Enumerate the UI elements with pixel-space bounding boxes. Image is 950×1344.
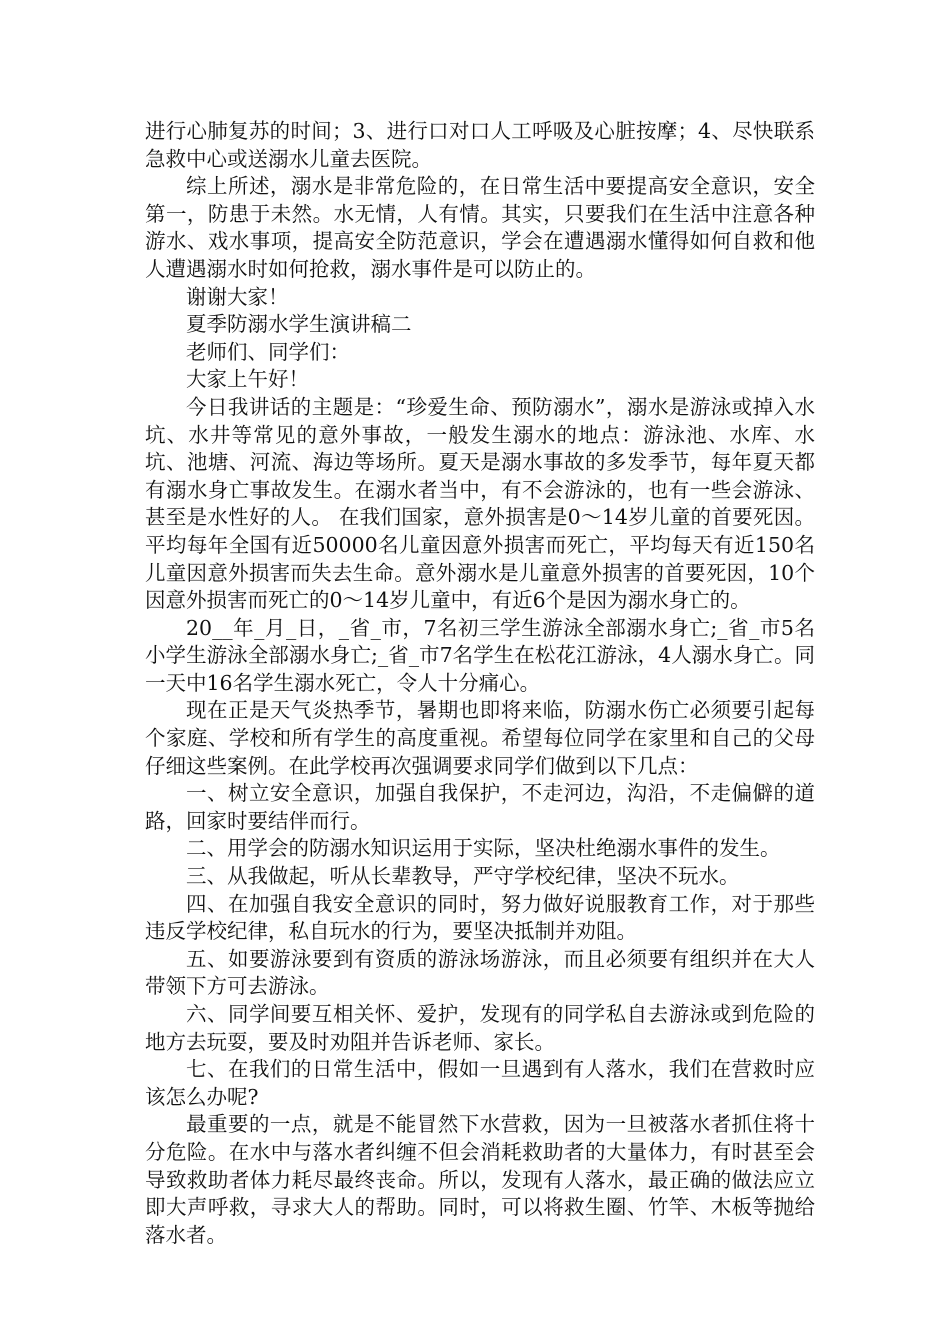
list-item-seven: 七、在我们的日常生活中，假如一旦遇到有人落水，我们在营救时应该怎么办呢?	[145, 1057, 815, 1109]
document-page	[145, 118, 815, 1249]
paragraph-summary: 综上所述，溺水是非常危险的，在日常生活中要提高安全意识，安全第一，防患于未然。水无情，人有情。其实，只要我们在生活中注意各种游水、戏水事项，提高安全防范意识，学会在遭遇溺水懂得如何自救和他人遭遇溺水时如何抢救，溺水事件是可以防止的。	[145, 174, 815, 281]
paragraph-greeting-audience: 老师们、同学们：	[186, 339, 350, 364]
paragraph-cpr-steps: 进行心肺复苏的时间；3、进行口对口人工呼吸及心脏按摩；4、尽快联系急救中心或送溺水儿童去医院。	[145, 119, 815, 171]
paragraph-greeting-morning: 大家上午好！	[186, 367, 309, 392]
list-item-six: 六、同学间要互相关怀、爱护，发现有的同学私自去游泳或到危险的地方去玩耍，要及时劝阻并告诉老师、家长。	[145, 1002, 815, 1054]
list-item-three: 三、从我做起，听从长辈教导，严守学校纪律，坚决不玩水。	[186, 864, 740, 889]
paragraph-rescue-advice: 最重要的一点，就是不能冒然下水营救，因为一旦被落水者抓住将十分危险。在水中与落水者纠缠不但会消耗救助者的大量体力，有时甚至会导致救助者体力耗尽最终丧命。所以，发现有人落水，最正确的做法应立即大声呼救，寻求大人的帮助。同时，可以将救生圈、竹竿、木板等抛给落水者。	[145, 1112, 815, 1247]
paragraph-summer-warning: 现在正是天气炎热季节，暑期也即将来临，防溺水伤亡必须要引起每个家庭、学校和所有学生的高度重视。希望每位同学在家里和自己的父母仔细这些案例。在此学校再次强调要求同学们做到以下几点：	[145, 698, 815, 778]
list-item-two: 二、用学会的防溺水知识运用于实际，坚决杜绝溺水事件的发生。	[186, 836, 781, 861]
list-item-five: 五、如要游泳要到有资质的游泳场游泳，而且必须要有组织并在大人带领下方可去游泳。	[145, 946, 815, 999]
paragraph-incidents: 20__年_月_日，_省_市，7名初三学生游泳全部溺水身亡;_省_市5名小学生游泳全部溺水身亡;_省_市7名学生在松花江游泳，4人溺水身亡。同一天中16名学生溺水死亡，令人十分痛心。	[145, 615, 815, 695]
paragraph-theme: 今日我讲话的主题是：“珍爱生命、预防溺水”，溺水是游泳或掉入水坑、水井等常见的意外事故，一般发生溺水的地点：游泳池、水库、水坑、池塘、河流、海边等场所。夏天是溺水事故的多发季节，每年夏天都有溺水身亡事故发生。在溺水者当中，有不会游泳的，也有一些会游泳、甚至是水性好的人。 在我们国家，意外损害是0～14岁儿童的首要死因。平均每年全国有近50000名儿童因意外损害而死亡，平均每天有近150名儿童因意外损害而失去生命。意外溺水是儿童意外损害的首要死因，10个因意外损害而死亡的0～14岁儿童中，有近6个是因为溺水身亡的。	[145, 394, 815, 613]
speech-two-title: 夏季防溺水学生演讲稿二	[186, 312, 412, 337]
paragraph-thanks: 谢谢大家！	[186, 284, 289, 309]
list-item-one: 一、树立安全意识，加强自我保护，不走河边，沟沿，不走偏僻的道路，回家时要结伴而行。	[145, 781, 815, 833]
list-item-four: 四、在加强自我安全意识的同时，努力做好说服教育工作，对于那些违反学校纪律，私自玩水的行为，要坚决抵制并劝阻。	[145, 891, 815, 944]
